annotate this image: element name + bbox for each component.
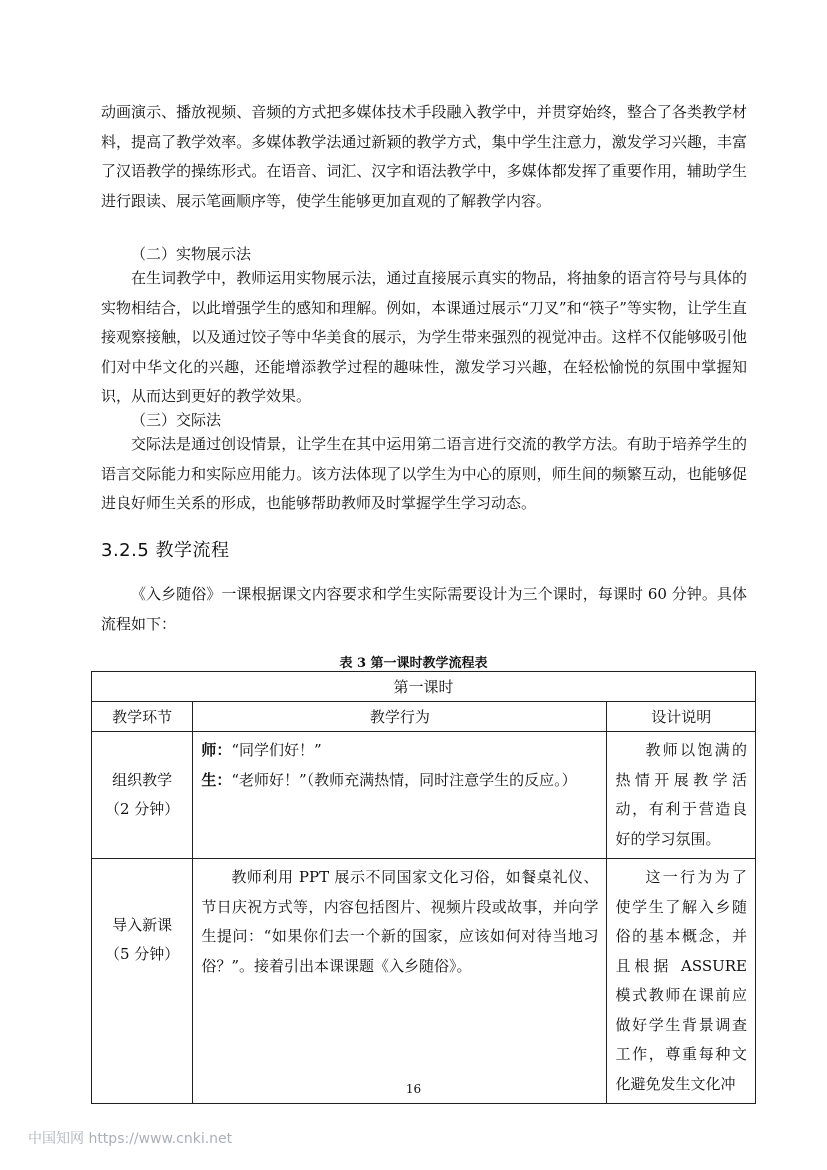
stage-duration: （2 分钟） [105, 800, 180, 818]
header-behavior: 教学行为 [193, 702, 607, 732]
section-title: 3.2.5 教学流程 [101, 540, 230, 561]
note-cell: 教师以饱满的热情开展教学活动，有利于营造良好的学习氛围。 [607, 732, 756, 859]
table-row [92, 732, 756, 859]
paragraph-communicative: 交际法是通过创设情景，让学生在其中运用第二语言进行交流的教学方法。有助于培养学生的语言交际能力和实际应用能力。该方法体现了以学生为中心的原则，师生间的频繁互动，也能够促进良好师生关系的形成，也能够帮助教师及时掌握学生学习动态。 [101, 435, 747, 512]
student-line [201, 766, 598, 796]
behavior-cell [193, 732, 607, 859]
table-title-row [92, 672, 756, 702]
teaching-flow-table [91, 671, 756, 1104]
cnki-watermark: 中国知网 https://www.cnki.net [28, 1131, 233, 1147]
student-label: 生： [201, 770, 232, 789]
table-title: 第一课时 [92, 672, 756, 702]
paragraph-multimedia: 动画演示、播放视频、音频的方式把多媒体技术手段融入教学中，并贯穿始终，整合了各类教学材料，提高了教学效率。多媒体教学法通过新颖的教学方式，集中学生注意力，激发学习兴趣，丰富了汉语教学的操练形式。在语音、词汇、汉字和语法教学中，多媒体都发挥了重要作用，辅助学生进行跟读、展示笔画顺序等，使学生能够更加直观的了解教学内容。 [101, 103, 747, 210]
table-row [92, 859, 756, 1104]
stage-name: 组织教学 [112, 771, 173, 789]
note-cell: 这一行为为了使学生了解入乡随俗的基本概念，并且根据 ASSURE 模式教师在课前应做好学生背景调查工作，尊重每种文化避免发生文化冲 [607, 859, 756, 1104]
header-stage: 教学环节 [92, 702, 193, 732]
teacher-label: 师： [201, 741, 232, 759]
table-caption: 表 3 第一课时教学流程表 [339, 656, 488, 671]
stage-duration: （5 分钟） [105, 945, 180, 963]
stage-name: 导入新课 [112, 916, 173, 934]
paragraph-object-display: 在生词教学中，教师运用实物展示法，通过直接展示真实的物品，将抽象的语言符号与具体的实物相结合，以此增强学生的感知和理解。例如，本课通过展示“刀叉”和“筷子”等实物，让学生直接观察接触，以及通过饺子等中华美食的展示，为学生带来强烈的视觉冲击。这样不仅能够吸引他们对中华文化的兴趣，还能增添教学过程的趣味性，激发学习兴趣，在轻松愉悦的氛围中掌握知识，从而达到更好的教学效果。 [101, 269, 747, 405]
student-text: “老师好！”（教师充满热情，同时注意学生的反应。） [231, 770, 577, 789]
intro-paragraph: 《入乡随俗》一课根据课文内容要求和学生实际需要设计为三个课时，每课时 60 分钟。具体流程如下： [101, 585, 747, 633]
teacher-text: “同学们好！” [231, 741, 322, 759]
subheading-object-display: （二）实物展示法 [131, 245, 252, 263]
stage-cell [92, 859, 193, 1104]
table-header-row [92, 702, 756, 732]
page-number: 16 [405, 1082, 422, 1096]
header-note: 设计说明 [607, 702, 756, 732]
teacher-line [201, 736, 598, 766]
behavior-cell: 教师利用 PPT 展示不同国家文化习俗，如餐桌礼仪、节日庆祝方式等，内容包括图片、视频片段或故事，并向学生提问：“如果你们去一个新的国家，应该如何对待当地习俗？”。接着引出本课课题《入乡随俗》。 [193, 859, 607, 1104]
subheading-communicative: （三）交际法 [131, 411, 222, 429]
stage-cell [92, 732, 193, 859]
